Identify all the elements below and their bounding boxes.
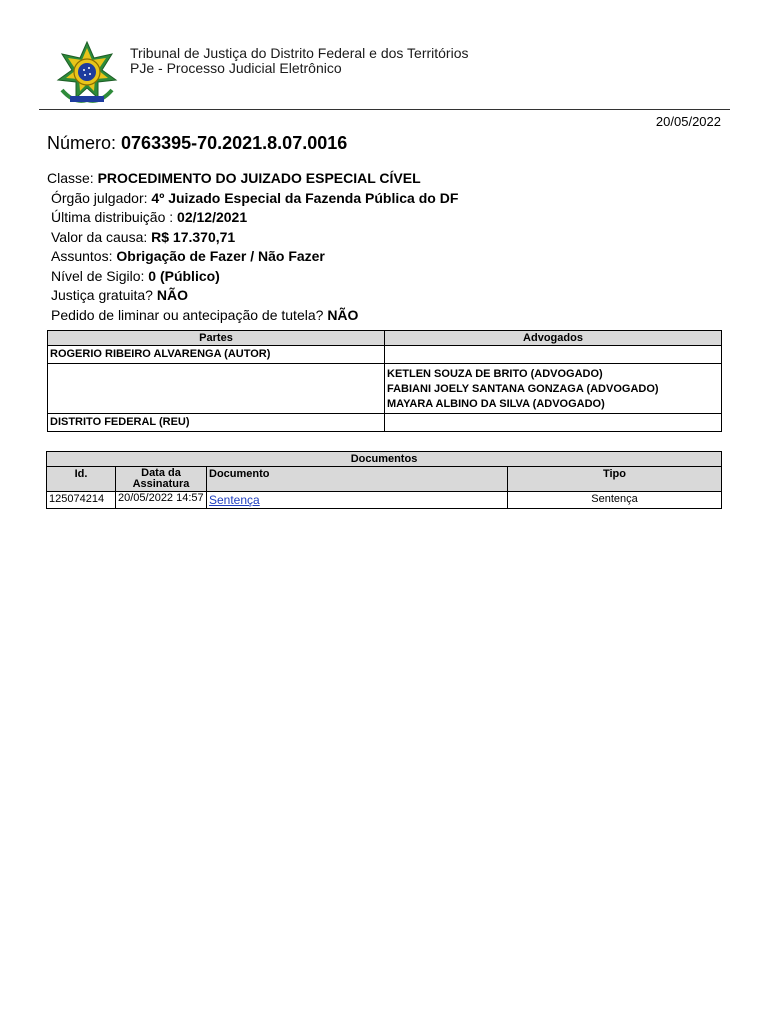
advogados-cell [385, 346, 722, 364]
process-number-label: Número: [47, 133, 122, 153]
field-justica-gratuita [47, 286, 458, 306]
field-value: R$ 17.370,71 [151, 228, 236, 245]
doc-name-cell [207, 492, 508, 509]
field-assuntos [47, 247, 458, 267]
field-orgao [47, 189, 458, 209]
brazil-coat-of-arms-icon [54, 40, 120, 108]
partes-table [47, 330, 722, 432]
field-value: Obrigação de Fazer / Não Fazer [116, 248, 325, 264]
doc-date-cell: 20/05/2022 14:57 [116, 492, 207, 509]
field-label: Valor da causa: [51, 228, 152, 245]
parte-cell [48, 364, 385, 414]
table-row [47, 492, 722, 509]
field-valor [47, 228, 458, 248]
field-value: NÃO [327, 306, 359, 323]
field-label: Última distribuição : [51, 209, 178, 225]
process-number [47, 133, 347, 154]
parte-cell: ROGERIO RIBEIRO ALVARENGA (AUTOR) [48, 346, 385, 364]
process-fields [47, 169, 458, 325]
field-sigilo [47, 267, 458, 287]
field-value: 0 (Público) [148, 267, 220, 284]
field-distribuicao [47, 208, 458, 228]
table-row [48, 364, 722, 414]
process-number-value: 0763395-70.2021.8.07.0016 [121, 133, 348, 153]
field-value: PROCEDIMENTO DO JUIZADO ESPECIAL CÍVEL [97, 170, 421, 186]
field-label: Assuntos: [51, 248, 117, 264]
field-value: 02/12/2021 [177, 209, 248, 225]
documentos-title: Documentos [47, 452, 722, 467]
document-link[interactable]: Sentença [209, 493, 260, 507]
advogados-header: Advogados [385, 331, 722, 346]
table-row [48, 346, 722, 364]
data-header: Data da Assinatura [116, 467, 207, 492]
parte-cell: DISTRITO FEDERAL (REU) [48, 414, 385, 432]
id-header: Id. [47, 467, 116, 492]
document-date: 20/05/2022 [655, 114, 721, 129]
field-value: 4º Juizado Especial da Fazenda Pública do DF [151, 189, 459, 206]
advogados-cell: KETLEN SOUZA DE BRITO (ADVOGADO) FABIANI JOELY SANTANA GONZAGA (ADVOGADO) MAYARA ALBINO DA SILVA (ADVOGADO) [385, 364, 722, 414]
documento-header: Documento [207, 467, 508, 492]
document-header [40, 36, 730, 110]
advogados-cell [385, 414, 722, 432]
field-label: Classe: [47, 170, 98, 186]
header-divider [39, 109, 730, 110]
field-liminar [47, 306, 458, 326]
tipo-header: Tipo [508, 467, 722, 492]
header-text [130, 46, 468, 76]
field-label: Pedido de liminar ou antecipação de tutela? [51, 306, 328, 323]
field-classe [47, 169, 458, 189]
court-name: Tribunal de Justiça do Distrito Federal e dos Territórios [130, 45, 469, 61]
field-label: Órgão julgador: [51, 189, 152, 206]
doc-type-cell: Sentença [508, 492, 722, 509]
field-value: NÃO [156, 287, 188, 303]
doc-id-cell: 125074214 [47, 492, 116, 509]
table-row [48, 414, 722, 432]
partes-header: Partes [48, 331, 385, 346]
field-label: Justiça gratuita? [51, 287, 157, 303]
system-name: PJe - Processo Judicial Eletrônico [130, 60, 342, 76]
documentos-table [46, 451, 722, 509]
field-label: Nível de Sigilo: [51, 267, 149, 284]
